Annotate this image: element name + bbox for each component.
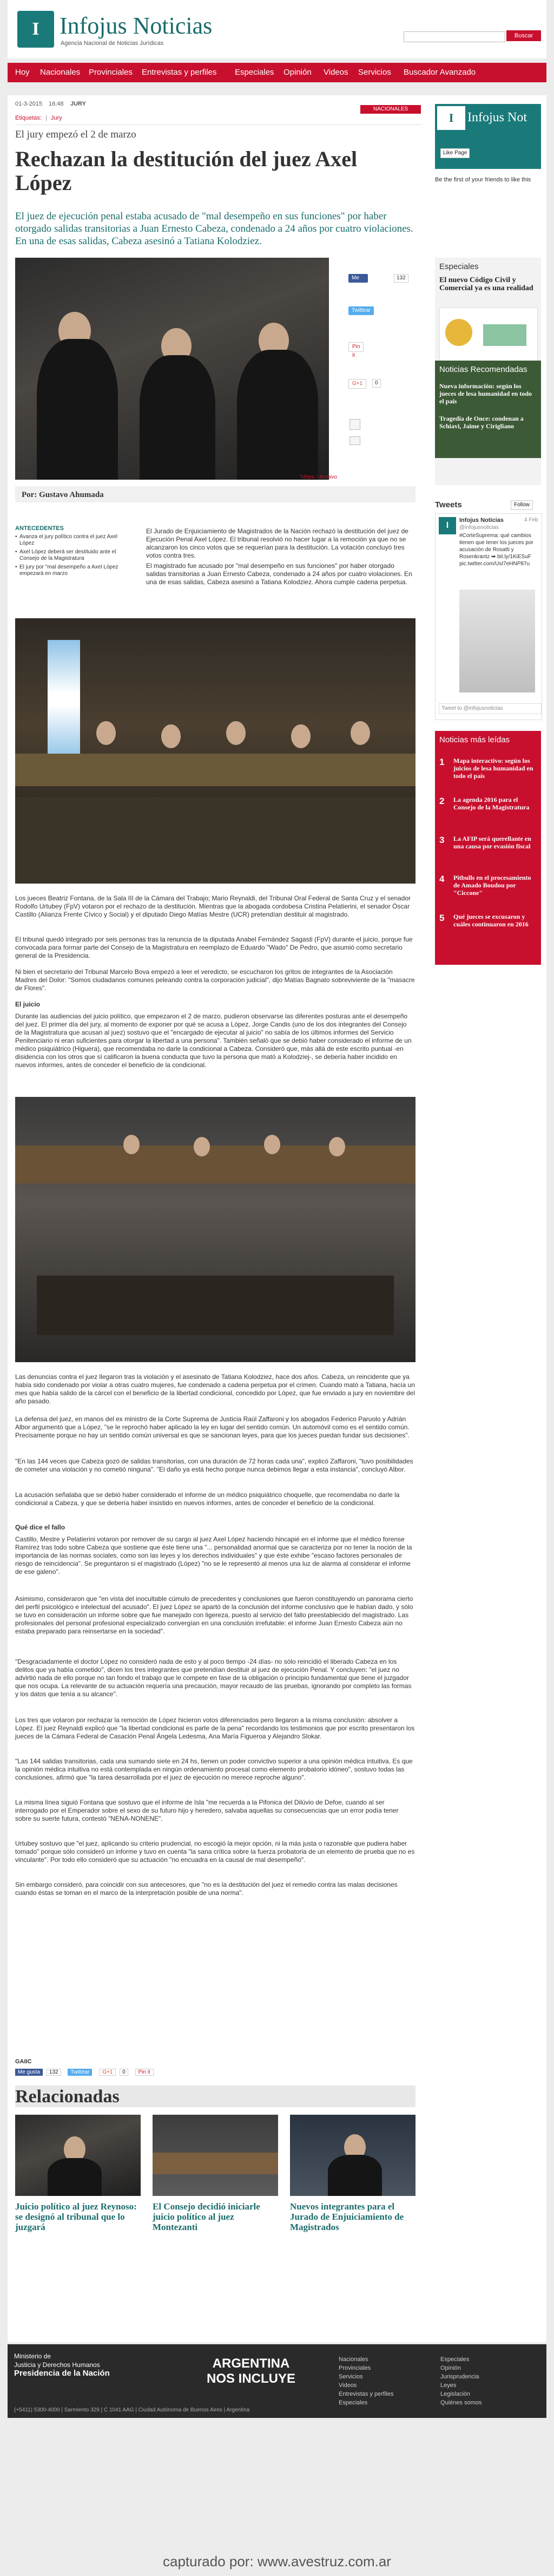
recomendadas-box <box>435 361 541 458</box>
person-figure <box>140 355 215 480</box>
article-paragraph: La acusación señalaba que se debió haber considerado el informe de un médico psiquiátrico choquelle, que recomendaba no darle la condicional a Cabeza, y que se debería haber insistido en nuevos informes, antes de conceder el beneficio de la condicional. <box>15 1491 400 1507</box>
courtroom-photo <box>15 1097 416 1362</box>
article-tag[interactable]: GAIIC <box>15 2058 32 2065</box>
bench-desk <box>15 754 416 786</box>
person-figure <box>48 2158 102 2196</box>
fb-like-page-button[interactable]: Like Page <box>440 148 470 158</box>
main-nav <box>8 63 546 82</box>
article-paragraph: La misma línea siguió Fontana que sostuvo que el informe de Isla "me recuerda a la Pifonica del Dilúvio de Defoe, cuando al ser interrogado por el Emperador sobre el sexo de su futuro hijo y heredero, salvaba aquellas su consecuencias que un error podía tener sobre su suerte futura, contestó "NENA-NONENE". <box>15 1799 399 1822</box>
article-paragraph: La defensa del juez, en manos del ex ministro de la Corte Suprema de Justicia Raúl Zaffaroni y los abogados Federico Paruolo y Adrián Albor argumentó que a López, "se le reprochó haber aplicado la ley en lugar del sentido común. Un automóvil como es el sentido común. Precisamente porque no hay un sentido común universal es que se sancionan leyes, para que los jueces puedan fundar sus decisiones". <box>15 1415 410 1439</box>
gplus-button[interactable]: G+1 <box>348 379 366 389</box>
article-paragraph: Las denuncias contra el juez llegaron tras la violación y el asesinato de Tatiana Kolodziez, hace dos años. Cabeza, un reincidente que ya había sido condenado por violar a otras cuatro mujeres, fue condenado a cadena perpetua por el crimen. Cuando mató a Tatiana, hacía un mes que había salido de la cárcel con el beneficio de la libertad condicional, concedido por López, que fue enviado a jury en noviembre del año pasado. <box>15 1373 416 1405</box>
email-icon[interactable] <box>349 436 360 445</box>
tweet-author-handle[interactable]: @infojusnoticias <box>459 525 499 531</box>
article-date: 01-3-2015 <box>15 101 43 107</box>
related-title: Relacionadas <box>15 2087 120 2107</box>
article-jurisdiction[interactable]: JURY <box>70 101 86 107</box>
ministry-logo[interactable] <box>14 2352 110 2378</box>
antecedente-link[interactable]: • El jury por "mal desempeño a Axel López empezará en marzo <box>15 564 123 577</box>
nav-item-videos[interactable]: Videos <box>324 68 348 77</box>
article-author: Por: Gustavo Ahumada <box>22 491 104 499</box>
mas-leida-link[interactable]: Qué jueces se excusaron y cuáles continuaron en 2016 <box>453 913 529 928</box>
session-photo <box>15 618 416 884</box>
tweets-title: Tweets <box>435 500 462 509</box>
especial-link[interactable]: El nuevo Código Civil y Comercial ya es una realidad <box>439 276 533 292</box>
especiales-title: Especiales <box>439 262 479 271</box>
tweet-button[interactable]: Twittear <box>348 306 374 315</box>
related-photo[interactable] <box>153 2115 278 2196</box>
nav-item-servicios[interactable]: Servicios <box>358 68 391 77</box>
article-kicker: El jury empezó el 2 de marzo <box>15 129 136 140</box>
mas-leida-link[interactable]: La AFIP será querellante en una causa por evasión fiscal <box>453 835 531 850</box>
tags-label: Etiquetas: <box>15 115 42 121</box>
article-paragraph: Los jueces Beatriz Fontana, de la Sala III de la Cámara del Trabajo; Mario Reynaldi, del Tribunal Oral Federal de Santa Cruz y el senador Rodolfo Urtubey (FpV) votaron por el rechazo de la destitución. Mientras que la abogada cordobesa Cristina Pelatierini, el senador Óscar Castillo (Alianza Frente Cívico y Social) y el diputado Diego Matías Mestre (UCR) pretendían destituir al magistrado. <box>15 894 411 918</box>
person-head <box>96 721 116 745</box>
article-paragraph: Los tres que votaron por rechazar la remoción de López hicieron votos diferenciados pero llegaron a la misma conclusión: absolver a López. El juez Reynaldi explicó que "la libertad condicional es parte de la pena" recordando los testimonios que por escrito presentaron los jueces de la Cámara Federal de Casación Penal Ángela Ledesma, Ana María Figueroa y Alejandro Slokar. <box>15 1716 415 1740</box>
footer-link[interactable]: Nacionales <box>339 2356 368 2363</box>
footer-link[interactable]: Servicios <box>339 2374 363 2380</box>
antecedente-link[interactable]: • Axel López deberá ser destituido ante el Consejo de la Magistratura <box>15 549 123 562</box>
nav-item-nacionales[interactable]: Nacionales <box>40 68 81 77</box>
footer-link[interactable]: Opinión <box>440 2365 461 2371</box>
print-icon[interactable] <box>349 419 360 430</box>
article-paragraph: El magistrado fue acusado por "mal desempeño en sus funciones" por haber otorgado salidas transitorias a Juan Ernesto Cabeza, condenado a 24 años por cuatro violaciones. En una de esas salidas, Cabeza asesinó a Tatiana Kolodziez. Ahora cumple cadena perpetua. <box>146 562 412 586</box>
main-photo <box>15 258 329 480</box>
tag-link[interactable]: Jury <box>50 115 62 121</box>
gallery-seats <box>15 797 416 884</box>
pin-button[interactable]: Pin it <box>135 2069 154 2076</box>
person-head <box>226 721 246 745</box>
search-button[interactable]: Buscar <box>506 30 541 41</box>
article-time: 16:48 <box>49 101 64 107</box>
argentina-line: ARGENTINA <box>212 2356 290 2371</box>
article-paragraph: Urtubey sostuvo que "el juez, aplicando su criterio prudencial, no escogió la mejor opción, ni la más justa o razonable que pudiera haber tomado" porque sólo consideró un informe y tuvo en cuenta "la sana crítica sobre la fuerza probatoria de un elemento de prueba que no es vinculante". Por todo ello consideró que su actuación "no encuadra en la causal de mal desempeño". <box>15 1840 415 1864</box>
rank-number: 4 <box>439 874 445 884</box>
related-link[interactable]: Juicio político al juez Reynoso: se designó al tribunal que lo juzgará <box>15 2201 137 2232</box>
author-bar <box>15 486 416 502</box>
photo-credit: Télam / Archivo <box>300 474 337 480</box>
twitter-avatar[interactable]: I <box>439 517 456 534</box>
tweet-text: #CorteSuprema: qué cambios tienen que tener los jueces por acusación de Rosatti y Rosenkrantz ➡ bit.ly/1KiESuF pic.twitter.com/UsI7eHNP87u <box>459 533 533 567</box>
tweet-compose-box[interactable]: Tweet to @infojusnoticias <box>439 703 542 714</box>
antecedente-link[interactable]: • Avanza el jury político contra el juez Axel López <box>15 534 123 547</box>
search-input[interactable] <box>404 31 505 42</box>
section-subheading: El juicio <box>15 1001 41 1008</box>
person-head <box>161 724 181 748</box>
ministry-line: Ministerio de <box>14 2352 51 2360</box>
mas-leidas-box <box>435 731 541 965</box>
person-figure <box>37 339 118 480</box>
article-lead: El juez de ejecución penal estaba acusado de "mal desempeño en sus funciones" por haber otorgado salidas transitorias a Juan Ernesto Cabeza, condenado a 24 años por cuatro violaciones. En una de esas salidas, Cabeza asesinó a Tatiana Kolodziez. <box>15 211 413 247</box>
article-paragraph: Castillo, Mestre y Pelatierini votaron por remover de su cargo al juez Axel López haciendo hincapié en el informe que el médico forense Ramírez tras todo sobre Cabeza que sostiene que éste tiene una "... personalidad anormal que se caracteriza por no tener la noción de la importancia de las normas sociales, como son las leyes y los derechos individuales" y que éste exhibe "escaso factores personales de riesgo de reincidencia". Se preguntaron si el magistrado (López) "no se le representó al menos una luz de alarma al considerar el informe de ese galeno". <box>15 1535 412 1575</box>
person-figure <box>328 2155 382 2196</box>
tweet-date[interactable]: 4 Feb <box>524 517 538 523</box>
related-link[interactable]: El Consejo decidió iniciarle juicio político al juez Montezanti <box>153 2201 260 2232</box>
person-head <box>351 721 370 745</box>
nav-item-opinion[interactable]: Opinión <box>283 68 312 77</box>
nav-item-entrevistas[interactable]: Entrevistas y perfiles <box>142 68 217 77</box>
argentina-logo <box>192 2356 311 2387</box>
recomendada-link[interactable]: Nueva información: según los jueces de lesa humanidad en todo el país <box>439 382 532 405</box>
article-paragraph: "Las 144 salidas transitorias, cada una sumando siete en 24 hs, tienen un poder convictivo superior a una opinión médica intuitiva. Es que la opinión médica intuitiva no está contemplada en ningún ordenamiento procesal como elemento probatorio idóneo", sostuvo todas las conclusiones, afirmó que "la tarea desarrollada por el juez de ejecución no merece reproche alguno". <box>15 1757 413 1781</box>
person-figure <box>237 350 318 480</box>
related-photo[interactable] <box>290 2115 416 2196</box>
especial-image[interactable] <box>439 308 538 363</box>
pin-button[interactable]: Pin it <box>348 342 364 352</box>
footer-link[interactable]: Legislación <box>440 2391 471 2397</box>
recomendadas-title: Noticias Recomendadas <box>439 365 527 374</box>
fb-like-button[interactable]: Me gusta <box>15 2069 43 2076</box>
rank-number: 1 <box>439 757 445 767</box>
site-subtitle: Agencia Nacional de Noticias Jurídicas <box>61 40 164 47</box>
site-footer <box>8 2344 546 2418</box>
section-subheading: Qué dice el fallo <box>15 1524 65 1531</box>
tags-line: Etiquetas: | Jury <box>15 115 62 121</box>
footer-link[interactable]: Jurisprudencia <box>440 2374 479 2380</box>
mas-leida-link[interactable]: La agenda 2016 para el Consejo de la Magistratura <box>453 796 530 811</box>
footer-link[interactable]: Quiénes somos <box>440 2400 482 2406</box>
main-content <box>8 95 546 2342</box>
tables <box>37 1276 394 1335</box>
related-photo[interactable] <box>15 2115 141 2196</box>
ministry-line: Presidencia de la Nación <box>14 2369 110 2378</box>
article-paragraph: El Jurado de Enjuiciamiento de Magistrados de la Nación rechazó la destitución del juez de Ejecución Penal Axel López. El tribunal resolvió no hacer lugar a la remoción ya que no se alcanzaron los cinco votos que se requerían para la destitución. La votación concluyó tres votos contra tres. <box>146 527 408 559</box>
tweet-image[interactable] <box>459 590 535 692</box>
person-head <box>194 1137 210 1156</box>
fb-page-name[interactable]: Infojus Not <box>467 110 527 125</box>
person-head <box>123 1135 140 1154</box>
gplus-count: 0 <box>372 379 381 388</box>
fb-like-count: 132 <box>394 274 408 283</box>
footer-link[interactable]: Entrevistas y perfiles <box>339 2391 394 2397</box>
section-badge[interactable]: NACIONALES <box>360 105 421 114</box>
nav-item-buscador[interactable]: Buscador Avanzado <box>404 68 476 77</box>
person-head <box>264 1135 280 1154</box>
recomendada-link[interactable]: Tragedia de Once: condenan a Schiavi, Jaime y Cirigliano <box>439 415 524 430</box>
gplus-count: 0 <box>120 2069 128 2076</box>
article-paragraph: Durante las audiencias del juicio político, que empezaron el 2 de marzo, pudieron observarse las diferentes posturas ante el desempeño del juez. El primer día del jury, al momento de exponer por qué se acusa a López, Jorge Candis (uno de los dos integrantes del Consejo de la Magistratura que acusan al juez) sostuvo que el "encargado de ejecutar al juicio" no sabía de los últimos informes del Servicio Penitenciario ni eran suficientes para otorgar la libertad a una persona". También señaló que se debió haber considerado el informe de un médico psiquiátrico (Higuera), que recomendaba no darle la condicional a Cabeza. Consideró que, más allá de este escrito puntual -en disidencia con los otros que sí calificaron la buena conducta que tuvo la persona que mató a Kolodziej-, se debería haber incidido en nuevos informes, antes de conceder el beneficio de la condicional. <box>15 1012 412 1069</box>
person-head <box>291 724 311 748</box>
related-link[interactable]: Nuevos integrantes para el Jurado de Enjuiciamiento de Magistrados <box>290 2201 404 2232</box>
fb-friends-text: Be the first of your friends to like this <box>435 176 531 183</box>
tweet-button[interactable]: Twittear <box>68 2069 92 2076</box>
illustration-shape <box>445 319 472 346</box>
site-logo-icon[interactable]: I <box>17 11 54 48</box>
footer-link[interactable]: Especiales <box>339 2400 368 2406</box>
person-head <box>329 1137 345 1156</box>
bench-desk <box>15 1146 416 1184</box>
article-paragraph: Sin embargo consideró, para coincidir con sus antecesores, que "no es la destitución del juez el remedio contra las malas decisiones cuando éstas se toman en el marco de la interpretación posible de una norma". <box>15 1881 398 1897</box>
capture-watermark: capturado por: www.avestruz.com.ar <box>163 2553 391 2570</box>
footer-links <box>440 2355 482 2407</box>
footer-address: (+5411) 5300-4000 | Sarmiento 329 | C 1041 AAG | Ciudad Autónoma de Buenos Aires | Argentina <box>14 2407 250 2413</box>
footer-link[interactable]: Leyes <box>440 2382 457 2389</box>
twitter-follow-button[interactable]: Follow <box>511 500 533 510</box>
footer-link[interactable]: Videos <box>339 2382 357 2389</box>
facebook-page-widget <box>435 104 541 169</box>
rank-number: 5 <box>439 913 445 923</box>
ministry-line: Justicia y Derechos Humanos <box>14 2361 100 2369</box>
nav-item-provinciales[interactable]: Provinciales <box>89 68 133 77</box>
fb-page-logo[interactable]: I <box>437 106 465 130</box>
gplus-button[interactable]: G+1 <box>99 2069 116 2076</box>
article-paragraph: "En las 144 veces que Cabeza gozó de salidas transitorias, con una duración de 72 horas cada una", explicó Zaffaroni, "tuvo posibilidades de cometer una violación y no cometió ninguna". "El daño ya está hecho porque nunca debimos llegar a esta instancia", concluyó Albor. <box>15 1457 413 1473</box>
argentina-line: NOS INCLUYE <box>206 2371 295 2386</box>
fb-like-button[interactable]: Me gusta <box>348 274 368 283</box>
antecedentes-title: ANTECEDENTES <box>15 525 64 532</box>
nav-item-especiales[interactable]: Especiales <box>235 68 274 77</box>
footer-link[interactable]: Especiales <box>440 2356 470 2363</box>
argentine-flag <box>48 640 80 759</box>
tweet-author-name[interactable]: Infojus Noticias <box>459 517 504 524</box>
twitter-timeline <box>435 513 542 720</box>
site-header <box>8 0 546 58</box>
mas-leida-link[interactable]: Mapa interactivo: según los juicios de lesa humanidad en todo el país <box>453 757 533 780</box>
footer-link[interactable]: Provinciales <box>339 2365 371 2371</box>
footer-links <box>339 2355 393 2407</box>
bench-desk <box>153 2153 278 2174</box>
fb-like-count: 132 <box>47 2069 61 2076</box>
rank-number: 2 <box>439 796 445 806</box>
article-paragraph: "Desgraciadamente el doctor López no consideró nada de esto y al poco tiempo -24 días- no sólo reincidió el liberado Cabeza en los delitos que ya había cometido", dicen los tres integrantes que pretendían destituir al juez de ejecución Penal. Y concluyen: "el juez no advirtió nada de ello porque no tan fondo el trabajo que le compete en fase de la obligación o principio fundamental que tiene el juzgador que nos ocupa. La relevante de su actuación requería una precaución, mayor recaudo de las pruebas, ignorando por completo las formas y los datos que tenía a su alcance". <box>15 1658 412 1698</box>
mas-leida-link[interactable]: Pitbulls en el procesamiento de Amado Boudou por "Ciccone" <box>453 874 531 897</box>
article-paragraph: El tribunal quedó integrado por seis personas tras la renuncia de la diputada Anabel Fernández Sagasti (FpV) durante el juicio, porque fue convocada para formar parte del Consejo de la Magistratura en reemplazo de Eduardo "Wado" De Pedro, que asumió como secretario general de la Presidencia. <box>15 936 413 959</box>
article-paragraph: Asimismo, consideraron que "en vista del inocultable cúmulo de precedentes y conclusiones que fueron constituyendo un panorama cierto del perfil psicológico e intelectual del acusado". El juez López se apartó de la conclusión del informe conclusivo que le habían dado, y sólo se tuvo en consideración un informe sobre que fue manejado con ligereza, puesto al servicio del fallo preestablecido del magistrado. Las profesionales del personal profesional especializado convergían en una conclusión irrefutable: el informe Juan Ernesto Cabeza aún no estaba preparado para reinsertarse en la sociedad". <box>15 1595 413 1635</box>
rank-number: 3 <box>439 835 445 845</box>
site-name[interactable]: Infojus Noticias <box>60 12 213 39</box>
article-headline: Rechazan la destitución del juez Axel López <box>15 147 358 195</box>
article-paragraph: Ni bien el secretario del Tribunal Marcelo Bova empezó a leer el veredicto, se escucharon los gritos de integrantes de la Asociación Madres del Dolor: "Somos ciudadanos comunes peleando contra la corporación judicial", dijo Matías Bagnato sobreviviente de la "masacre de Flores". <box>15 968 415 992</box>
illustration-shape <box>483 324 526 346</box>
mas-leidas-title: Noticias más leídas <box>439 735 510 744</box>
nav-item-hoy[interactable]: Hoy <box>15 68 30 77</box>
antecedentes-list <box>15 534 123 579</box>
bottom-share-row <box>15 2069 154 2075</box>
